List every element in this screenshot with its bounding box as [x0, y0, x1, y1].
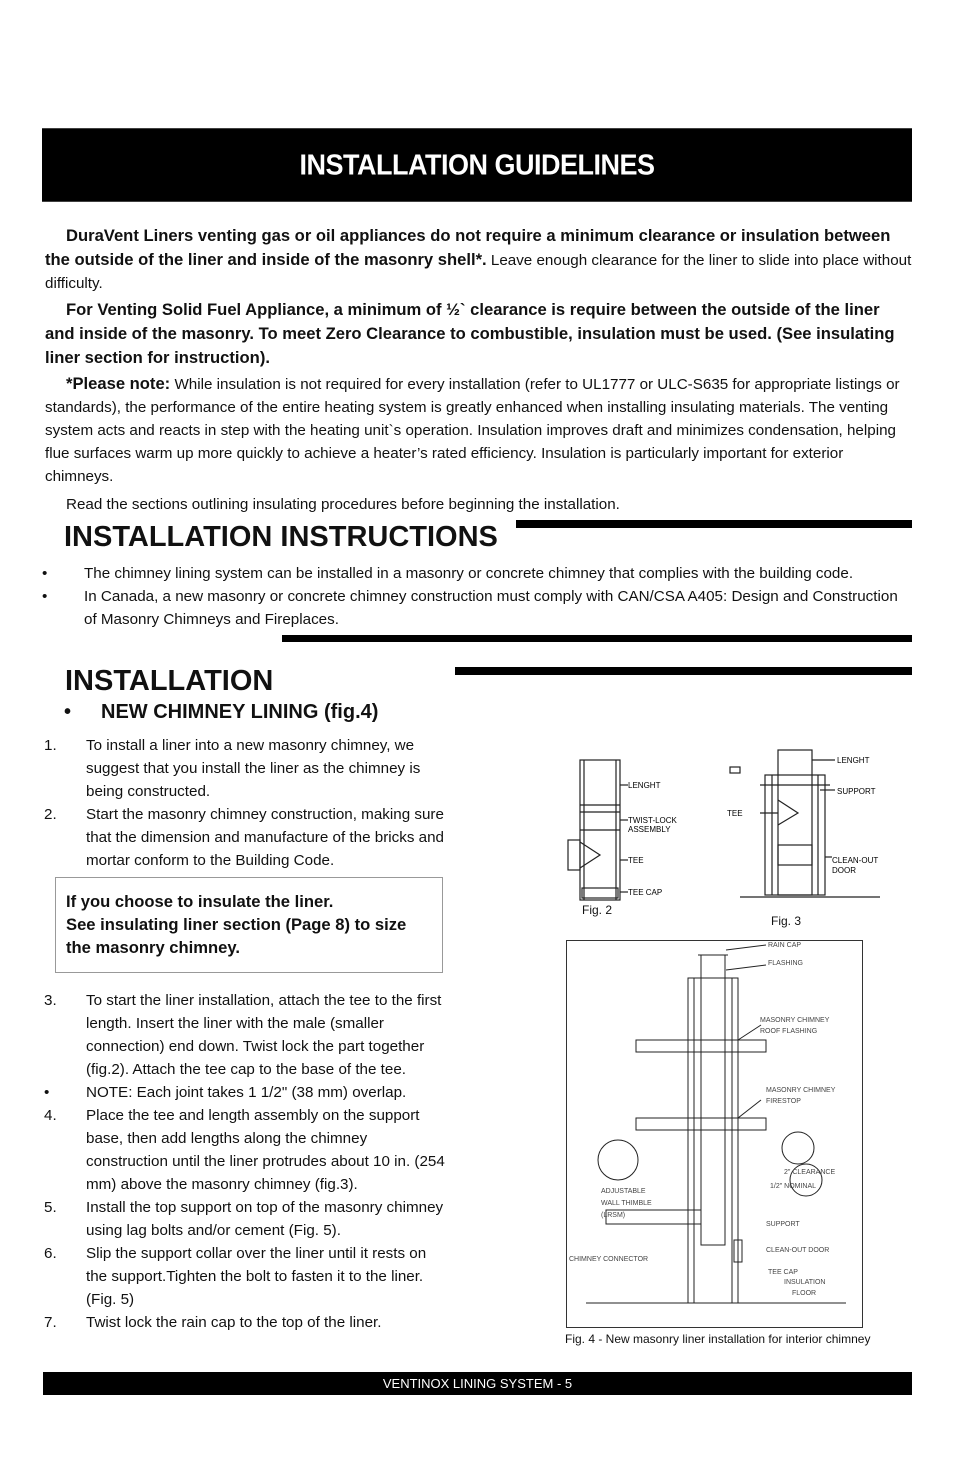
page-title-banner	[42, 128, 912, 202]
heading-rule	[455, 667, 912, 675]
installation-heading: INSTALLATION	[65, 665, 274, 697]
heading-rule	[516, 520, 912, 528]
step-number: 6.	[44, 1245, 57, 1262]
step-number: 2.	[44, 806, 57, 823]
fig4-label-flashing: FLASHING	[768, 960, 804, 967]
fig4-label-cleanout: CLEAN-OUT DOOR	[766, 1247, 830, 1254]
fig2-diagram	[560, 750, 690, 920]
fig4-label-thimble-1: ADJUSTABLE	[601, 1188, 646, 1195]
guideline-paragraph-4	[45, 493, 913, 516]
note-line-2: See insulating liner section (Page 8) to size the masonry chimney.	[66, 915, 407, 957]
subheading-text: NEW CHIMNEY LINING (fig.4)	[101, 701, 379, 723]
step-text: Slip the support collar over the liner until it rests on the support.Tighten the bolt to fasten it to the liner. (Fig. 5)	[86, 1245, 427, 1308]
fig3-caption: Fig. 3	[771, 914, 802, 928]
list-item	[44, 1196, 446, 1242]
list-item	[42, 562, 912, 585]
fig4-diagram	[566, 940, 863, 1328]
guideline-1-bold: DuraVent Liners venting gas or oil appliances do not require a minimum clearance or insulation between the outside of the liner and inside of the masonry shell*.	[45, 226, 891, 269]
please-note-label: *Please note:	[66, 374, 171, 393]
fig4-label-firestop-2: FIRESTOP	[766, 1098, 801, 1105]
fig4-label-teecap: TEE CAP	[768, 1269, 798, 1276]
fig4-label-clearance: 2" CLEARANCE	[784, 1169, 836, 1176]
insulation-note-box	[55, 877, 443, 973]
new-chimney-subheading	[64, 701, 378, 724]
steps-list-b	[44, 989, 446, 1334]
fig4-label-insulation: INSULATION	[784, 1279, 826, 1286]
bullet-mark: •	[42, 565, 48, 582]
step-number: 1.	[44, 737, 57, 754]
list-item	[44, 1081, 446, 1104]
step-number: 3.	[44, 992, 57, 1009]
guideline-paragraph-2	[45, 298, 913, 370]
fig4-label-nominal: 1/2" NOMINAL	[770, 1183, 817, 1190]
fig3-label-length: LENGHT	[837, 756, 870, 765]
step-text: NOTE: Each joint takes 1 1/2" (38 mm) overlap.	[86, 1084, 407, 1101]
fig2-label-teecap: TEE CAP	[628, 888, 663, 897]
fig3-label-door: DOOR	[832, 866, 856, 875]
fig2-caption: Fig. 2	[582, 903, 613, 917]
fig4-label-connector: CHIMNEY CONNECTOR	[569, 1256, 649, 1263]
note-line-1: If you choose to insulate the liner.	[66, 892, 334, 911]
fig4-label-thimble-3: (LRSM)	[601, 1212, 626, 1219]
step-number: 5.	[44, 1199, 57, 1216]
page-title: INSTALLATION GUIDELINES	[299, 148, 655, 181]
fig2-label-assembly: ASSEMBLY	[628, 825, 671, 834]
fig3-label-support: SUPPORT	[837, 787, 876, 796]
fig4-caption: Fig. 4 - New masonry liner installation for interior chimney	[565, 1332, 871, 1346]
list-item	[42, 585, 912, 631]
please-note-text: While insulation is not required for every installation (refer to UL1777 or ULC-S635 for appropriate listings or standards), the performance of the entire heating system is greatly enhanced when installing insulating materials. The venting system acts and reacts in step with the heating unit`s operation. Insulation improves draft and minimizes condensation, helping flue surfaces warm up more quickly to achieve a heater’s rated efficiency. Insulation is particularly important for exterior chimneys.	[45, 376, 900, 485]
guideline-paragraph-3	[45, 372, 913, 488]
list-item	[44, 989, 446, 1081]
instructions-heading: INSTALLATION INSTRUCTIONS	[64, 521, 498, 553]
footer-text: VENTINOX LINING SYSTEM - 5	[382, 1376, 573, 1391]
step-text: Twist lock the rain cap to the top of the liner.	[86, 1314, 382, 1331]
list-item	[44, 1311, 446, 1334]
fig2-label-twist: TWIST-LOCK	[628, 816, 677, 825]
step-text: To install a liner into a new masonry chimney, we suggest that you install the liner as the chimney is being constructed.	[86, 737, 421, 800]
step-number: •	[44, 1084, 50, 1101]
fig4-label-thimble-2: WALL THIMBLE	[601, 1200, 652, 1207]
step-text: Install the top support on top of the masonry chimney using lag bolts and/or cement (Fig. 5).	[86, 1199, 444, 1239]
step-text: To start the liner installation, attach the tee to the first length. Insert the liner with the male (smaller connection) end down. Twist lock the part together (fig.2). Attach the tee cap to the base of the tee.	[86, 992, 442, 1078]
list-item	[44, 1104, 446, 1196]
fig4-label-firestop-1: MASONRY CHIMNEY	[766, 1087, 836, 1094]
fig4-label-support: SUPPORT	[766, 1221, 800, 1228]
fig4-label-roof-1: MASONRY CHIMNEY	[760, 1017, 830, 1024]
guideline-paragraph-1	[45, 224, 913, 295]
guideline-1-text: Leave enough clearance for the liner to slide into place without difficulty.	[45, 252, 912, 292]
bullet-text: In Canada, a new masonry or concrete chimney construction must comply with CAN/CSA A405: Design and Construction of Masonry Chimneys and Fireplaces.	[84, 588, 898, 628]
fig3-label-cleanout: CLEAN-OUT	[832, 856, 879, 865]
step-number: 4.	[44, 1107, 57, 1124]
fig2-label-tee: TEE	[628, 856, 644, 865]
fig4-label-floor: FLOOR	[792, 1290, 817, 1297]
subheading-bullet: •	[64, 701, 72, 723]
guideline-4-text: Read the sections outlining insulating procedures before beginning the installation.	[66, 496, 620, 513]
bullet-mark: •	[42, 588, 48, 605]
list-item	[44, 803, 444, 872]
fig4-label-raincap: RAIN CAP	[768, 942, 802, 949]
fig2-label-length: LENGHT	[628, 781, 661, 790]
guideline-2-bold: For Venting Solid Fuel Appliance, a minimum of ½` clearance is require between the outside of the liner and inside of the masonry. To meet Zero Clearance to combustible, insulation must be used. (See insulating liner section for instruction).	[45, 300, 895, 367]
fig4-label-roof-2: ROOF FLASHING	[760, 1028, 818, 1035]
list-item	[44, 1242, 446, 1311]
step-text: Place the tee and length assembly on the support base, then add lengths along the chimney construction until the liner protrudes about 10 in. (254 mm) above the masonry chimney (fig.3).	[86, 1107, 445, 1193]
steps-list-a	[44, 734, 444, 872]
section-divider	[282, 635, 912, 642]
instructions-bullet-list	[42, 562, 912, 631]
fig3-label-tee: TEE	[727, 809, 743, 818]
bullet-text: The chimney lining system can be installed in a masonry or concrete chimney that complies with the building code.	[84, 565, 854, 582]
step-text: Start the masonry chimney construction, making sure that the dimension and manufacture of the bricks and mortar conform to the Building Code.	[86, 806, 444, 869]
list-item	[44, 734, 444, 803]
step-number: 7.	[44, 1314, 57, 1331]
fig3-diagram	[720, 745, 900, 910]
page-footer	[43, 1372, 912, 1395]
